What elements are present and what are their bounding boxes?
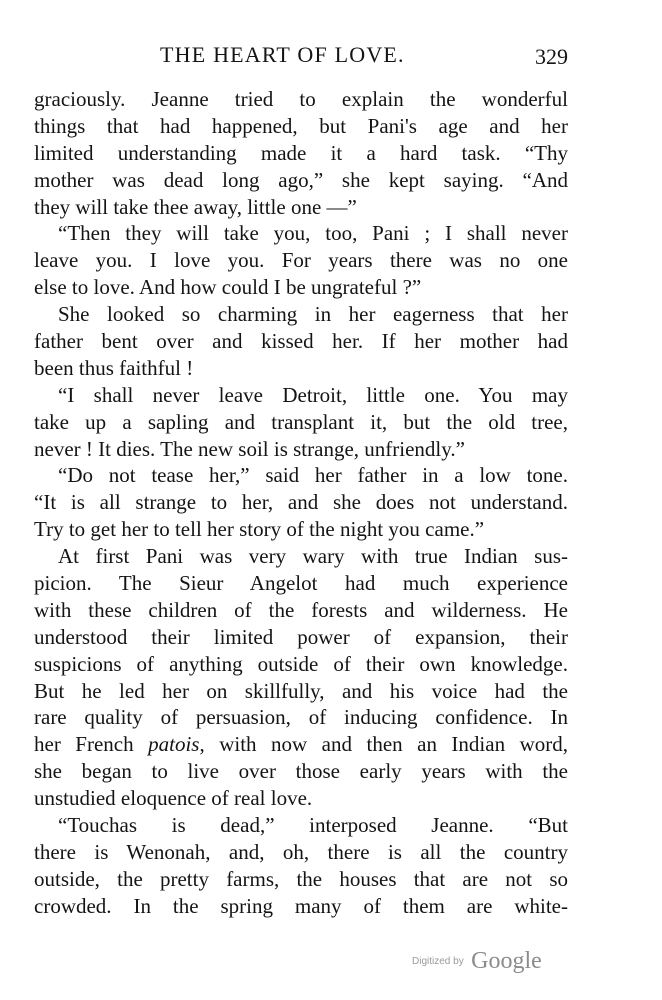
body-text xyxy=(34,86,568,920)
text-line: She looked so charming in her eagerness that her xyxy=(58,302,568,327)
text-line: “Do not tease her,” said her father in a low tone. xyxy=(58,463,568,488)
text-line: with these children of the forests and wilderness. He xyxy=(34,597,568,622)
text-line: graciously. Jeanne tried to explain the wonderful xyxy=(34,87,568,111)
text-line: “It is all strange to her, and she does not understand. xyxy=(34,490,568,515)
text-line: else to love. And how could I be ungrateful ?” xyxy=(34,275,422,300)
text-line: she began to live over those early years with the xyxy=(34,759,568,784)
text-line: But he led her on skillfully, and his voice had the xyxy=(34,678,568,703)
text-line: rare quality of persuasion, of inducing confidence. In xyxy=(34,705,568,730)
text-line: mother was dead long ago,” she kept saying. “And xyxy=(34,167,568,192)
text-line: At first Pani was very wary with true Indian sus- xyxy=(58,544,568,569)
text-line: take up a sapling and transplant it, but the old tree, xyxy=(34,409,568,434)
text-line: father bent over and kissed her. If her mother had xyxy=(34,329,568,354)
text-line: suspicions of anything outside of their own knowledge. xyxy=(34,651,568,676)
text-line: never ! It dies. The new soil is strange, unfriendly.” xyxy=(34,436,465,461)
text-line: “I shall never leave Detroit, little one. You may xyxy=(58,382,568,407)
page-header xyxy=(0,42,662,74)
watermark-prefix: Digitized by xyxy=(412,956,464,967)
italic-word: patois xyxy=(148,732,200,757)
text-line: unstudied eloquence of real love. xyxy=(34,786,313,811)
text-line: leave you. I love you. For years there was no one xyxy=(34,248,568,273)
text-line: limited understanding made it a hard task. “Thy xyxy=(34,140,568,165)
text-line: “Then they will take you, too, Pani ; I shall never xyxy=(58,221,568,246)
google-logo: Google xyxy=(471,948,542,974)
text-line: they will take thee away, little one —” xyxy=(34,194,357,219)
text-line: understood their limited power of expansion, their xyxy=(34,624,568,649)
text-line: “Touchas is dead,” interposed Jeanne. “But xyxy=(58,813,568,838)
text-line: picion. The Sieur Angelot had much experience xyxy=(34,571,568,596)
page-number: 329 xyxy=(535,44,568,69)
text-line: Try to get her to tell her story of the night you came.” xyxy=(34,517,485,542)
text-line: there is Wenonah, and, oh, there is all the country xyxy=(34,839,568,864)
text-line: things that had happened, but Pani's age and her xyxy=(34,113,568,138)
text-line: crowded. In the spring many of them are white- xyxy=(34,893,568,918)
text-line: been thus faithful ! xyxy=(34,355,194,380)
digitized-by-google-watermark xyxy=(412,948,542,975)
running-head: THE HEART OF LOVE. xyxy=(160,42,405,67)
text-line: outside, the pretty farms, the houses that are not so xyxy=(34,866,568,891)
text-line: her French patois, with now and then an Indian word, xyxy=(34,732,568,757)
